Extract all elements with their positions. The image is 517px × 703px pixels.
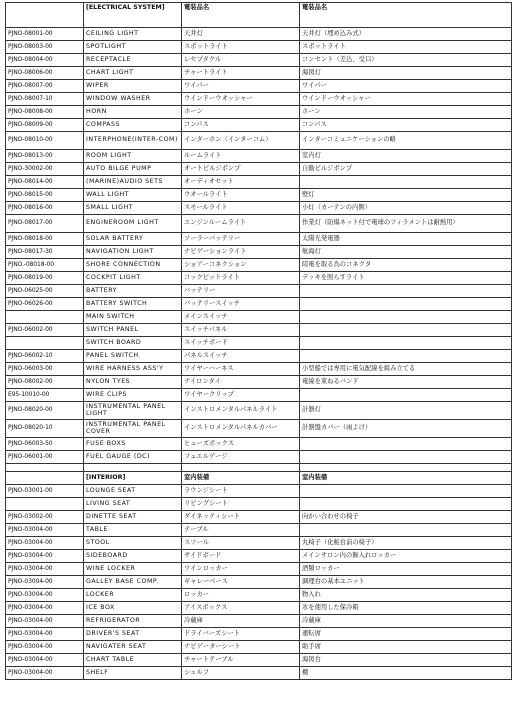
table-row: [6, 563, 512, 576]
part-number-cell: PJNO-03004-00: [6, 628, 84, 641]
english-name-cell: WINDOW WASHER: [84, 93, 182, 106]
english-name-cell: TABLE: [84, 524, 182, 537]
japanese-description-cell: 氷を使用した保冷箱: [300, 602, 512, 615]
table-row: [6, 498, 512, 511]
english-name-cell: WINE LOCKER: [84, 563, 182, 576]
katakana-name-cell: チャートライト: [182, 67, 300, 80]
katakana-name-cell: コックピットライト: [182, 272, 300, 285]
table-row: [6, 298, 512, 311]
katakana-name-cell: スモールライト: [182, 202, 300, 215]
part-number-cell: PJNO-03004-00: [6, 537, 84, 550]
english-name-cell: INTERPHONE(INTER-COM): [84, 132, 182, 150]
table-row: [6, 485, 512, 498]
part-number-cell: PJNO-08017-30: [6, 246, 84, 259]
table-row: [6, 363, 512, 376]
japanese-description-cell: ホーン: [300, 106, 512, 119]
header-katakana-name: 室内装備: [182, 472, 300, 485]
part-number-cell: PJNO-03004-00: [6, 602, 84, 615]
japanese-description-cell: 陸電を取る為のコネクタ: [300, 259, 512, 272]
katakana-name-cell: ラウンジシート: [182, 485, 300, 498]
table-row: [6, 215, 512, 233]
katakana-name-cell: バッテリースイッチ: [182, 298, 300, 311]
part-number-cell: PJNO-08007-00: [6, 80, 84, 93]
table-row: [6, 132, 512, 150]
english-name-cell: DINETTE SEAT: [84, 511, 182, 524]
katakana-name-cell: ワイパー: [182, 80, 300, 93]
table-row: [6, 28, 512, 41]
japanese-description-cell: [300, 337, 512, 350]
katakana-name-cell: バッテリー: [182, 285, 300, 298]
part-number-cell: PJNO-08009-00: [6, 119, 84, 132]
english-name-cell: SHELF: [84, 667, 182, 680]
part-number-cell: PJNO-30002-00: [6, 163, 84, 176]
english-name-cell: ICE BOX: [84, 602, 182, 615]
katakana-name-cell: 冷蔵庫: [182, 615, 300, 628]
japanese-description-cell: 助手席: [300, 641, 512, 654]
english-name-cell: SMALL LIGHT: [84, 202, 182, 215]
table-row: [6, 537, 512, 550]
part-number-cell: E95-10010-00: [6, 389, 84, 402]
english-name-cell: FUEL GAUGE (DC): [84, 451, 182, 464]
part-number-cell: PJNO-08019-00: [6, 272, 84, 285]
part-number-cell: PJNO-06001-00: [6, 451, 84, 464]
header-english-name: [ELECTRICAL SYSTEM]: [84, 3, 182, 28]
english-name-cell: BATTERY: [84, 285, 182, 298]
english-name-cell: SOLAR BATTERY: [84, 233, 182, 246]
part-number-cell: PJNO-03004-00: [6, 550, 84, 563]
english-name-cell: REFRIGERATOR: [84, 615, 182, 628]
part-number-cell: PJNO-03001-00: [6, 485, 84, 498]
part-number-cell: PJNO-03004-00: [6, 576, 84, 589]
japanese-description-cell: [300, 298, 512, 311]
part-number-cell: PJNO-08020-00: [6, 402, 84, 420]
japanese-description-cell: 棚: [300, 667, 512, 680]
katakana-name-cell: ナイロンタイ: [182, 376, 300, 389]
japanese-description-cell: スポットライト: [300, 41, 512, 54]
table-row: [6, 93, 512, 106]
table-row: [6, 615, 512, 628]
table-row: [6, 511, 512, 524]
japanese-description-cell: ウインドーウオッシャー: [300, 93, 512, 106]
part-number-cell: PJNO-08007-10: [6, 93, 84, 106]
katakana-name-cell: パネルスイッチ: [182, 350, 300, 363]
katakana-name-cell: コンパス: [182, 119, 300, 132]
part-number-cell: PJNO-08006-00: [6, 67, 84, 80]
part-number-cell: PJNO-08002-00: [6, 376, 84, 389]
english-name-cell: MAIN SWITCH: [84, 311, 182, 324]
katakana-name-cell: スポットライト: [182, 41, 300, 54]
japanese-description-cell: 計器灯: [300, 402, 512, 420]
katakana-name-cell: ホーン: [182, 106, 300, 119]
katakana-name-cell: レセプタクル: [182, 54, 300, 67]
japanese-description-cell: 作業灯（防爆ネット付で電球のフィラメントは耐熱用）: [300, 215, 512, 233]
katakana-name-cell: スイッチボード: [182, 337, 300, 350]
english-name-cell: (MARINE)AUDIO SETS: [84, 176, 182, 189]
part-number-cell: PJNO-03004-00: [6, 667, 84, 680]
english-name-cell: WIRE CLIPS: [84, 389, 182, 402]
english-name-cell: CEILING LIGHT: [84, 28, 182, 41]
part-number-cell: PJNO-06026-00: [6, 298, 84, 311]
katakana-name-cell: ワインロッカー: [182, 563, 300, 576]
part-number-cell: PJNO-03002-00: [6, 511, 84, 524]
english-name-cell: SIDEBOARD: [84, 550, 182, 563]
japanese-description-cell: [300, 176, 512, 189]
table-row: [6, 324, 512, 337]
japanese-description-cell: 向かい合わせの椅子: [300, 511, 512, 524]
english-name-cell: SWITCH PANEL: [84, 324, 182, 337]
english-name-cell: INSTRUMENTAL PANEL COVER: [84, 420, 182, 438]
header-japanese-description: 室内装備: [300, 472, 512, 485]
japanese-description-cell: [300, 485, 512, 498]
katakana-name-cell: インストロメンタルパネルライト: [182, 402, 300, 420]
japanese-description-cell: 天井灯（埋め込み式）: [300, 28, 512, 41]
japanese-description-cell: [300, 438, 512, 451]
katakana-name-cell: ナビゲーションライト: [182, 246, 300, 259]
katakana-name-cell: アイスボックス: [182, 602, 300, 615]
part-number-cell: PJNO-08010-00: [6, 132, 84, 150]
table-row: [6, 246, 512, 259]
japanese-description-cell: 壁灯: [300, 189, 512, 202]
english-name-cell: SWITCH BOARD: [84, 337, 182, 350]
english-name-cell: SHORE CONNECTION: [84, 259, 182, 272]
japanese-description-cell: コンセント（差込、受口）: [300, 54, 512, 67]
english-name-cell: LIVING SEAT: [84, 498, 182, 511]
japanese-description-cell: 小灯（カーテンの内側）: [300, 202, 512, 215]
japanese-description-cell: 冷蔵庫: [300, 615, 512, 628]
katakana-name-cell: ワイヤークリップ: [182, 389, 300, 402]
part-number-cell: PJNO-08008-00: [6, 106, 84, 119]
table-row: [6, 451, 512, 464]
table-row: [6, 576, 512, 589]
part-number-cell: PJNO.-08018-00: [6, 259, 84, 272]
english-name-cell: SPOTLIGHT: [84, 41, 182, 54]
english-name-cell: HORN: [84, 106, 182, 119]
header-part-number: [6, 3, 84, 28]
japanese-description-cell: [300, 350, 512, 363]
part-number-cell: PJNO-06002-10: [6, 350, 84, 363]
header-japanese-description: 電装品名: [300, 3, 512, 28]
part-number-cell: PJNO-08001-00: [6, 28, 84, 41]
english-name-cell: NYLON TYES: [84, 376, 182, 389]
part-number-cell: PJNO-08018-00: [6, 233, 84, 246]
header-katakana-name: 電装品名: [182, 3, 300, 28]
part-number-cell: PJNO-03004-00: [6, 654, 84, 667]
english-name-cell: LOUNGE SEAT: [84, 485, 182, 498]
part-number-cell: PJNO-03004-00: [6, 524, 84, 537]
japanese-description-cell: [300, 285, 512, 298]
table-row: [6, 654, 512, 667]
part-number-cell: PJNO-08013-00: [6, 150, 84, 163]
english-name-cell: WIPER: [84, 80, 182, 93]
japanese-description-cell: 丸椅子（化粧台前の椅子）: [300, 537, 512, 550]
katakana-name-cell: テーブル: [182, 524, 300, 537]
katakana-name-cell: ドライバーズシート: [182, 628, 300, 641]
katakana-name-cell: スツール: [182, 537, 300, 550]
katakana-name-cell: ナビゲーターシート: [182, 641, 300, 654]
part-number-cell: [6, 498, 84, 511]
header-english-name: [INTERIOR]: [84, 472, 182, 485]
katakana-name-cell: ウオールライト: [182, 189, 300, 202]
katakana-name-cell: インストロメンタルパネルカバー: [182, 420, 300, 438]
english-name-cell: AUTO BILGE PUMP: [84, 163, 182, 176]
table-row: [6, 233, 512, 246]
japanese-description-cell: [300, 524, 512, 537]
katakana-name-cell: シェルフ: [182, 667, 300, 680]
english-name-cell: COCKPIT LIGHT: [84, 272, 182, 285]
katakana-name-cell: ヒューズボックス: [182, 438, 300, 451]
katakana-name-cell: サイドボード: [182, 550, 300, 563]
katakana-name-cell: ダイネッティシート: [182, 511, 300, 524]
english-name-cell: CHART LIGHT: [84, 67, 182, 80]
table-row: [6, 54, 512, 67]
katakana-name-cell: チャートテーブル: [182, 654, 300, 667]
katakana-name-cell: 天井灯: [182, 28, 300, 41]
katakana-name-cell: オートビルジポンプ: [182, 163, 300, 176]
table-row: [6, 667, 512, 680]
part-number-cell: [6, 311, 84, 324]
japanese-description-cell: 海図灯: [300, 67, 512, 80]
table-row: [6, 420, 512, 438]
table-row: [6, 106, 512, 119]
katakana-name-cell: インターホン（インターコム）: [182, 132, 300, 150]
katakana-name-cell: フュエルゲージ: [182, 451, 300, 464]
part-number-cell: PJNO-08017-00: [6, 215, 84, 233]
katakana-name-cell: ショアーコネクション: [182, 259, 300, 272]
english-name-cell: CHART TABLE: [84, 654, 182, 667]
japanese-description-cell: インターコミュニケーションの略: [300, 132, 512, 150]
katakana-name-cell: ルームライト: [182, 150, 300, 163]
english-name-cell: DRIVER'S SEAT: [84, 628, 182, 641]
english-name-cell: NAVIGATER SEAT: [84, 641, 182, 654]
table-row: [6, 41, 512, 54]
table-row: [6, 163, 512, 176]
english-name-cell: RECEPTACLE: [84, 54, 182, 67]
katakana-name-cell: ロッカー: [182, 589, 300, 602]
katakana-name-cell: スイッチパネル: [182, 324, 300, 337]
japanese-description-cell: 電線を束ねるバンド: [300, 376, 512, 389]
part-number-cell: PJNO-03004-00: [6, 589, 84, 602]
table-row: [6, 376, 512, 389]
table-row: [6, 337, 512, 350]
english-name-cell: LOCKER: [84, 589, 182, 602]
part-number-cell: PJNO-08016-00: [6, 202, 84, 215]
table-row: [6, 189, 512, 202]
part-number-cell: PJNO-06003-00: [6, 363, 84, 376]
table-row: [6, 176, 512, 189]
part-number-cell: PJNO-06025-00: [6, 285, 84, 298]
katakana-name-cell: ギャレーベース: [182, 576, 300, 589]
katakana-name-cell: ウインドーウオッシャー: [182, 93, 300, 106]
english-name-cell: COMPASS: [84, 119, 182, 132]
table-row: [6, 150, 512, 163]
table-row: [6, 402, 512, 420]
japanese-description-cell: [300, 311, 512, 324]
japanese-description-cell: メインサロン内の飾入れロッカー: [300, 550, 512, 563]
table-row: [6, 285, 512, 298]
table-row: [6, 438, 512, 451]
english-name-cell: NAVIGATION LIGHT: [84, 246, 182, 259]
japanese-description-cell: 自動ビルジポンプ: [300, 163, 512, 176]
part-number-cell: PJNO-08014-00: [6, 176, 84, 189]
japanese-description-cell: 太陽光発電器: [300, 233, 512, 246]
table-row: [6, 550, 512, 563]
katakana-name-cell: ワイヤーハーネス: [182, 363, 300, 376]
japanese-description-cell: 物入れ: [300, 589, 512, 602]
interior-section: [6, 472, 512, 680]
english-name-cell: PANEL SWITCH: [84, 350, 182, 363]
japanese-description-cell: デッキを照らすライト: [300, 272, 512, 285]
japanese-description-cell: 酒類ロッカー: [300, 563, 512, 576]
japanese-description-cell: [300, 451, 512, 464]
japanese-description-cell: コンパス: [300, 119, 512, 132]
japanese-description-cell: 運転席: [300, 628, 512, 641]
parts-list-sheet: [5, 2, 511, 680]
section-header-row: [6, 3, 512, 28]
table-row: [6, 259, 512, 272]
japanese-description-cell: [300, 324, 512, 337]
table-row: [6, 119, 512, 132]
japanese-description-cell: 室内灯: [300, 150, 512, 163]
part-number-cell: PJNO-08015-00: [6, 189, 84, 202]
japanese-description-cell: 計器盤カバー（雨よけ）: [300, 420, 512, 438]
header-part-number: [6, 472, 84, 485]
english-name-cell: WALL LIGHT: [84, 189, 182, 202]
part-number-cell: PJNO-03004-00: [6, 563, 84, 576]
table-row: [6, 602, 512, 615]
japanese-description-cell: 航海灯: [300, 246, 512, 259]
electrical-section: [6, 3, 512, 464]
katakana-name-cell: オーディオセット: [182, 176, 300, 189]
table-row: [6, 641, 512, 654]
japanese-description-cell: [300, 389, 512, 402]
table-row: [6, 628, 512, 641]
table-row: [6, 389, 512, 402]
table-row: [6, 67, 512, 80]
english-name-cell: INSTRUMENTAL PANEL LIGHT: [84, 402, 182, 420]
part-number-cell: PJNO-08020-10: [6, 420, 84, 438]
parts-table: [5, 2, 512, 680]
japanese-description-cell: ワイパー: [300, 80, 512, 93]
english-name-cell: WIRE HARNESS ASS'Y: [84, 363, 182, 376]
part-number-cell: PJNO-06002-00: [6, 324, 84, 337]
part-number-cell: PJNO-08003-00: [6, 41, 84, 54]
table-row: [6, 350, 512, 363]
japanese-description-cell: 海図台: [300, 654, 512, 667]
english-name-cell: FUSE BOXS: [84, 438, 182, 451]
spacer-row: [6, 464, 512, 472]
section-spacer: [6, 464, 512, 472]
table-row: [6, 272, 512, 285]
japanese-description-cell: 調理台の基本ユニット: [300, 576, 512, 589]
table-row: [6, 311, 512, 324]
part-number-cell: PJNO-03004-00: [6, 641, 84, 654]
english-name-cell: ROOM LIGHT: [84, 150, 182, 163]
english-name-cell: BATTERY SWITCH: [84, 298, 182, 311]
table-row: [6, 524, 512, 537]
katakana-name-cell: メインスイッチ: [182, 311, 300, 324]
english-name-cell: STOOL: [84, 537, 182, 550]
part-number-cell: PJNO-06003-50: [6, 438, 84, 451]
japanese-description-cell: [300, 498, 512, 511]
section-header-row: [6, 472, 512, 485]
english-name-cell: ENGINEROOM LIGHT: [84, 215, 182, 233]
katakana-name-cell: リビングシート: [182, 498, 300, 511]
katakana-name-cell: ソーラーバッテリー: [182, 233, 300, 246]
japanese-description-cell: 小型船では専用に電気配線を組み立てる: [300, 363, 512, 376]
part-number-cell: PJNO-03004-00: [6, 615, 84, 628]
table-row: [6, 589, 512, 602]
table-row: [6, 80, 512, 93]
part-number-cell: [6, 337, 84, 350]
katakana-name-cell: エンジンルームライト: [182, 215, 300, 233]
part-number-cell: PJNO-08004-00: [6, 54, 84, 67]
english-name-cell: GALLEY BASE COMP.: [84, 576, 182, 589]
table-row: [6, 202, 512, 215]
